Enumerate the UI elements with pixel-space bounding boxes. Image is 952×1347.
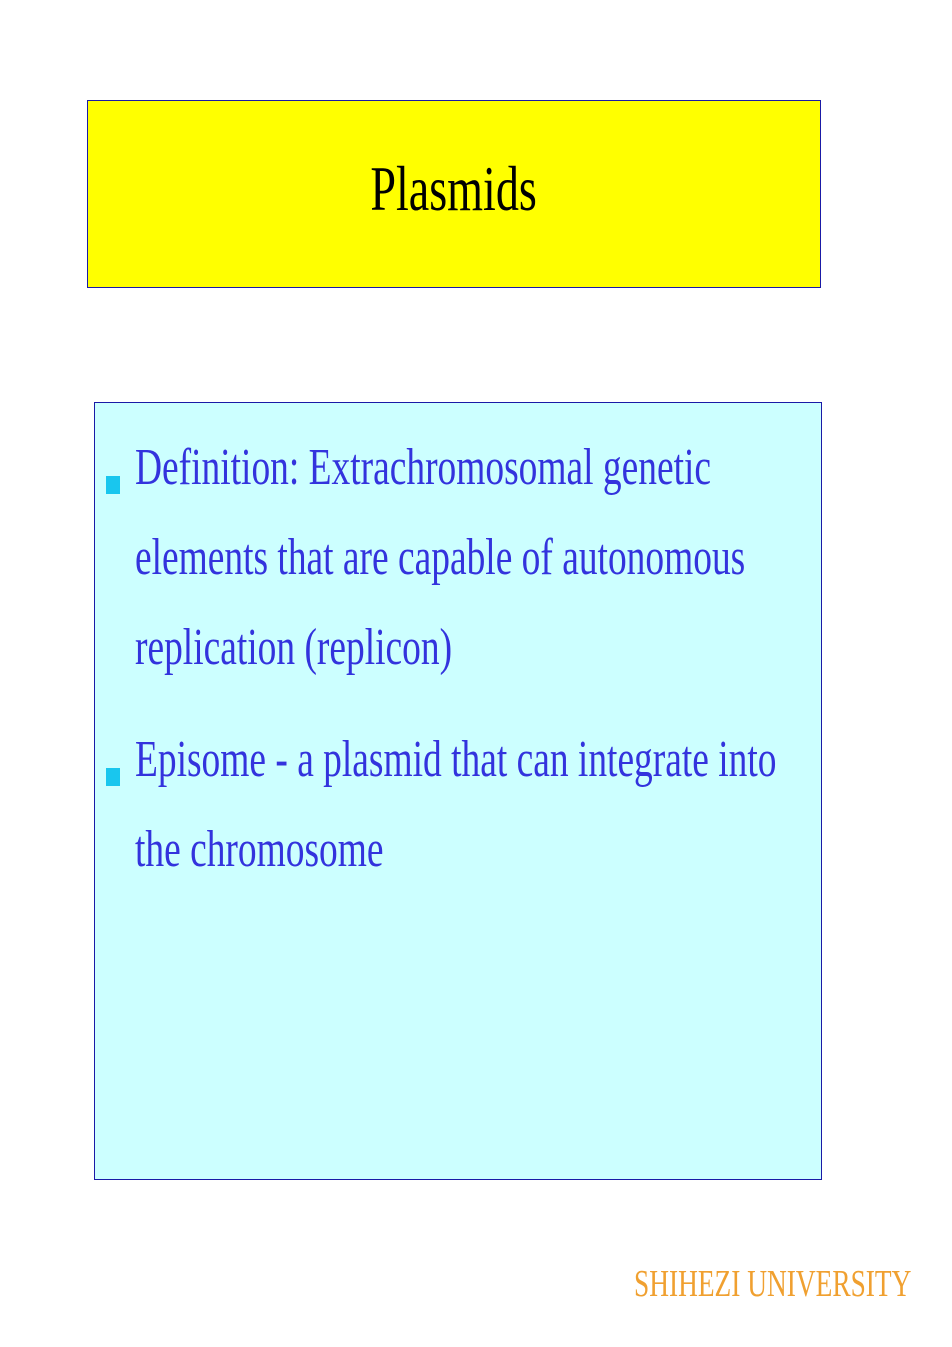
bullet-text-definition: Definition: Extrachromosomal genetic elements that are capable of autonomous replication (replicon) bbox=[135, 439, 746, 676]
bullet-item-episome bbox=[135, 715, 775, 895]
square-bullet-icon bbox=[106, 768, 120, 786]
slide-content-box bbox=[94, 402, 822, 1180]
footer-university-name: SHIHEZI UNIVERSITY bbox=[634, 1263, 912, 1305]
slide-title: Plasmids bbox=[370, 153, 538, 224]
bullet-item-definition bbox=[135, 423, 775, 693]
square-bullet-icon bbox=[106, 476, 120, 494]
bullet-text-episome: Episome - a plasmid that can integrate into the chromosome bbox=[135, 731, 777, 878]
slide-title-box bbox=[87, 100, 821, 288]
